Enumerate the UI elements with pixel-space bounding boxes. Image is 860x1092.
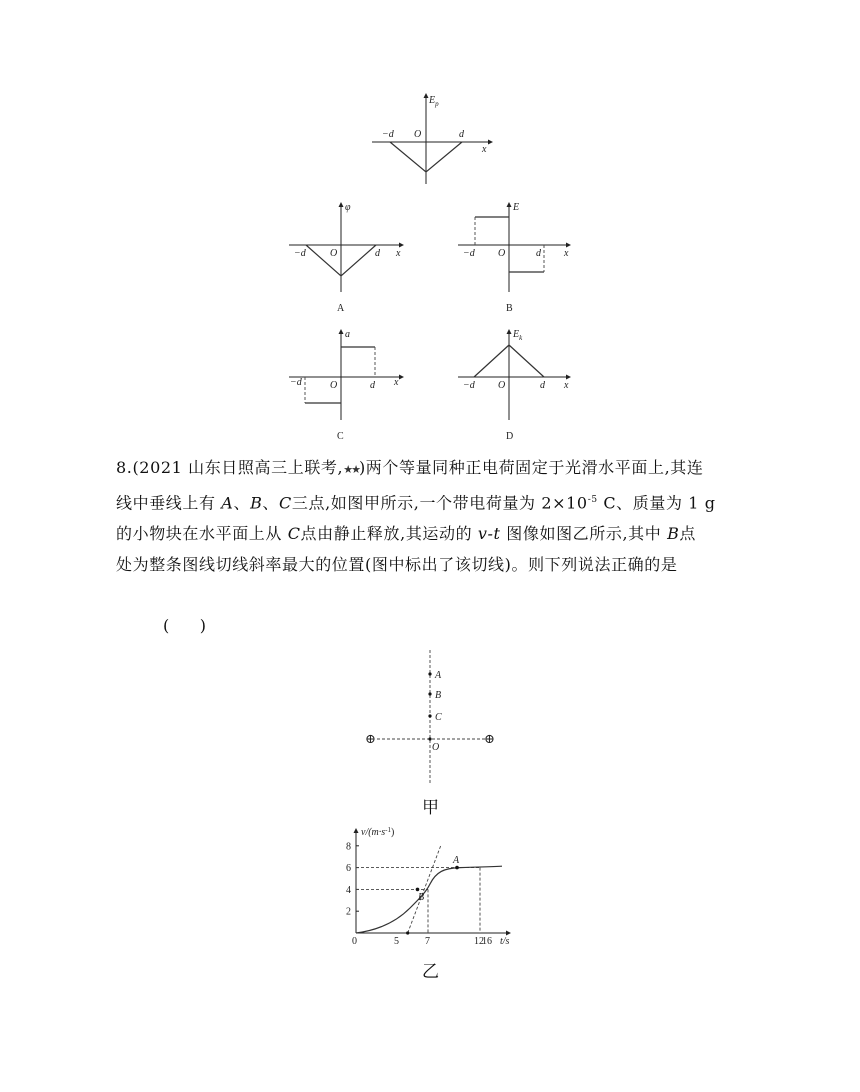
y-axis-arrow [507, 202, 512, 207]
x-axis-arrow [399, 243, 404, 248]
option-a-caption: A [337, 303, 345, 314]
option-b-figure [452, 196, 582, 318]
answer-blank: ( ) [163, 616, 206, 635]
point-a-dot [428, 672, 431, 675]
point-a-label: A [453, 855, 460, 866]
y-tick-label-6: 6 [346, 863, 351, 875]
x-axis-arrow [399, 375, 404, 380]
question-line-3: 的小物块在水平面上从 C点由静止释放,其运动的 v-t 图像如图乙所示,其中 B点 [116, 524, 697, 544]
y-axis-label: $E_k$ [513, 329, 523, 342]
y-axis-arrow [507, 329, 512, 334]
option-b-caption: B [506, 303, 513, 314]
question-8 [116, 452, 756, 580]
ep-x-figure [360, 88, 510, 188]
y-tick-label-2: 2 [346, 906, 351, 918]
x-axis-label: x [564, 380, 569, 391]
x-tick-label-5: 5 [394, 936, 399, 947]
x-axis-label: x [564, 248, 569, 259]
difficulty-stars: ★★ [343, 463, 359, 476]
right-charge-icon: ⊕ [484, 731, 495, 746]
y-axis-arrow [339, 202, 344, 207]
question-line-2: 线中垂线上有 A、B、C三点,如图甲所示,一个带电荷量为 $2\times 10^{-5}$ C、质量为 1 g [116, 493, 716, 513]
neg-d-label: −d [463, 248, 475, 259]
option-c-figure [285, 324, 415, 446]
origin-label: O [498, 380, 506, 391]
point-b-label: B [418, 892, 425, 903]
option-c-caption: C [337, 431, 344, 442]
pos-d-label: d [370, 380, 375, 391]
x-axis-label: x [394, 377, 399, 388]
y-axis-arrow [424, 93, 429, 98]
point-b-dot [428, 692, 431, 695]
neg-d-label: −d [382, 129, 394, 140]
point-o-label: O [432, 742, 440, 753]
pos-d-label: d [459, 129, 464, 140]
x-axis-arrow [566, 375, 571, 380]
y-axis-label: φ [345, 202, 351, 213]
y-axis-label: $v/(m\cdot s^{-1})$ [361, 826, 395, 838]
point-c-label: C [435, 712, 442, 723]
point-a-dot [455, 866, 459, 870]
question-line-1: 8.(2021 山东日照高三上联考,★★)两个等量同种正电荷固定于光滑水平面上,其连 [116, 458, 704, 477]
origin-label: O [330, 380, 338, 391]
pos-d-label: d [375, 248, 380, 259]
point-b-label: B [435, 690, 442, 701]
question-line-4: 处为整条图线切线斜率最大的位置(图中标出了该切线)。则下列说法正确的是 [116, 555, 678, 575]
y-axis-label: a [345, 329, 350, 340]
origin-label: O [498, 248, 506, 259]
origin-label: O [330, 248, 338, 259]
origin-label: O [414, 129, 422, 140]
point-a-label: A [435, 670, 442, 681]
figure-yi-caption: 乙 [422, 962, 439, 982]
x-tick-label-12: 12 [474, 936, 484, 947]
neg-d-label: −d [290, 377, 302, 388]
option-d-figure [452, 324, 582, 446]
x-axis-arrow [566, 243, 571, 248]
point-c-dot [428, 714, 431, 717]
point-o-dot [428, 737, 431, 740]
point-b-dot [416, 888, 420, 892]
y-axis-label: $E_p$ [429, 95, 439, 108]
y-axis-arrow [354, 828, 359, 833]
option-d-caption: D [506, 431, 514, 442]
figure-jia-caption: 甲 [422, 798, 439, 818]
y-axis-label: E [513, 202, 520, 213]
origin-label: 0 [352, 936, 357, 947]
x-axis-label: x [482, 144, 487, 155]
figure-yi [340, 822, 520, 950]
option-a-figure [285, 196, 415, 318]
y-axis-arrow [339, 329, 344, 334]
x-axis-arrow [506, 931, 511, 936]
pos-d-label: d [540, 380, 545, 391]
x-tick-label-7: 7 [425, 936, 430, 947]
x-axis-label: x [396, 248, 401, 259]
x-axis-label: t/s [500, 936, 510, 947]
y-tick-label-4: 4 [346, 884, 351, 896]
neg-d-label: −d [294, 248, 306, 259]
t5-dot [406, 931, 409, 934]
y-tick-label-8: 8 [346, 841, 351, 853]
x-tick-label-16: 16 [482, 936, 492, 947]
pos-d-label: d [536, 248, 541, 259]
left-charge-icon: ⊕ [365, 731, 376, 746]
x-axis-arrow [488, 140, 493, 145]
figure-jia [360, 646, 510, 788]
neg-d-label: −d [463, 380, 475, 391]
